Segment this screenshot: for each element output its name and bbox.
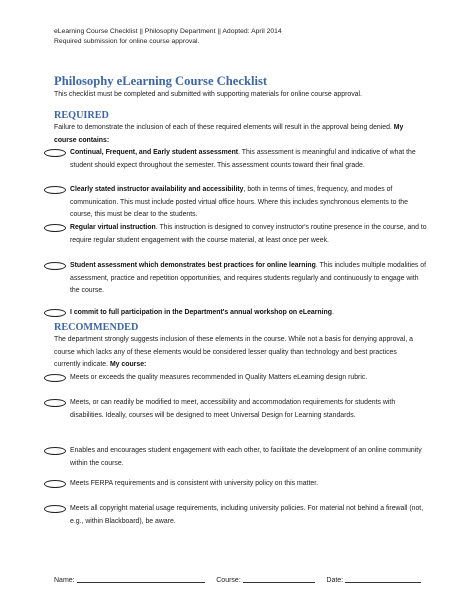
item-text: Meets FERPA requirements and is consistent with university policy on this matter. (70, 480, 319, 487)
item-bold: Student assessment which demonstrates best practices for online learning (70, 262, 316, 269)
required-description (54, 122, 422, 147)
checkbox-oval-icon[interactable] (44, 186, 66, 194)
required-contains-label: My course contains: (54, 124, 404, 144)
signature-footer (54, 575, 421, 584)
item-text: Meets, or can readily be modified to meet, accessibility and accommodation requirements for students with disabilities. Ideally, courses will be designed to meet Universal Design for Learning standards. (70, 399, 396, 419)
checkbox-oval-icon[interactable] (44, 480, 66, 488)
item-bold: I commit to full participation in the Department's annual workshop on eLearning (70, 309, 332, 316)
item-text: . (331, 309, 334, 316)
recommended-description (54, 334, 422, 372)
checkbox-oval-icon[interactable] (44, 447, 66, 455)
header-line-2: Required submission for online course approval. (54, 38, 200, 45)
item-text: , both in terms of times, frequency, and modes of communication. This must include posted virtual office hours. Where this includes synchronous elements to the course, this must be clear to the students. (70, 186, 408, 219)
course-field[interactable] (243, 575, 315, 583)
date-field[interactable] (345, 575, 421, 583)
document-header (54, 27, 282, 47)
item-text: . This instruction is designed to convey instructor's routine presence in the course, and to require regular student engagement with the course material, at least once per week. (70, 224, 427, 244)
name-field[interactable] (77, 575, 205, 583)
item-text: Meets or exceeds the quality measures recommended in Quality Matters eLearning design rubric. (70, 374, 368, 381)
recommended-contains-label: My course: (109, 361, 147, 369)
item-text: . This includes multiple modalities of assessment, practice and repetition opportunities, and requires students regularly and continuously to engage with the course. (70, 262, 427, 295)
name-label: Name: (54, 577, 75, 584)
checkbox-oval-icon[interactable] (44, 505, 66, 513)
checkbox-oval-icon[interactable] (44, 374, 66, 382)
checkbox-oval-icon[interactable] (44, 149, 66, 157)
item-text: Enables and encourages student engagement with each other, to facilitate the development of an online community within the course. (70, 447, 422, 467)
course-label: Course: (216, 577, 241, 584)
item-text: . This assessment is meaningful and indicative of what the student should expect throughout the semester. This assessment counts toward their final grade. (70, 149, 416, 169)
required-text: Failure to demonstrate the inclusion of each of these required elements will result in the approval being denied. (54, 124, 392, 131)
recommended-heading: RECOMMENDED (54, 322, 139, 333)
required-heading: REQUIRED (54, 110, 109, 121)
checkbox-oval-icon[interactable] (44, 309, 66, 317)
intro-text: This checklist must be completed and submitted with supporting materials for online course approval. (54, 91, 362, 98)
recommended-text: The department strongly suggests inclusion of these elements in the course. While not a basis for denying approval, a course which lacks any of these elements would be considered lesser quality than technology and best practices currently indicate. (54, 336, 413, 369)
page-title: Philosophy eLearning Course Checklist (54, 74, 268, 88)
item-bold: Regular virtual instruction (70, 224, 156, 231)
item-bold: Clearly stated instructor availability and accessibility (70, 186, 244, 193)
checkbox-oval-icon[interactable] (44, 399, 66, 407)
header-line-1: eLearning Course Checklist || Philosophy Department || Adopted: April 2014 (54, 28, 282, 35)
item-text: Meets all copyright material usage requirements, including university policies. For material not behind a firewall (not, e.g., within Blackboard), be aware. (70, 505, 424, 525)
item-bold: Continual, Frequent, and Early student assessment (70, 149, 239, 156)
checkbox-oval-icon[interactable] (44, 262, 66, 270)
date-label: Date: (326, 577, 344, 584)
checkbox-oval-icon[interactable] (44, 224, 66, 232)
